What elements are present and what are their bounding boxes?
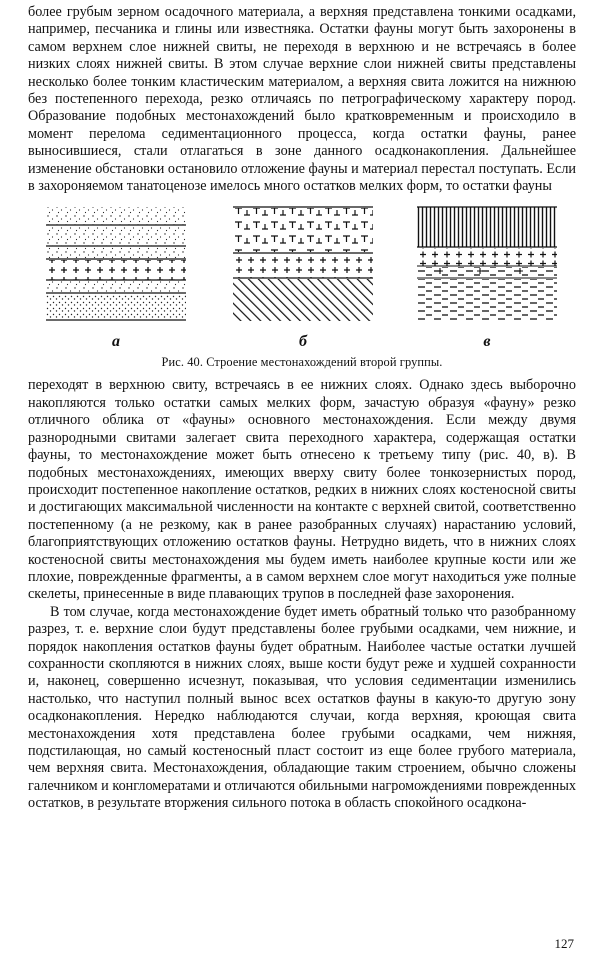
paragraph-2: переходят в верхнюю свиту, встречаясь в ее нижних слоях. Однако здесь выборочно накопляются только остатки самых мелких форм, зачастую образуя «фауну» резко отличного облика от «фауны» основного местонахождения. Если между двумя разнородными свитами залегает свита переходного характера, содержащая остатки фауны, то местонахождение может быть отнесено к третьему типу (рис. 40, в). В подобных местонахождениях, имеющих вверху свиту более тонкозернистых пород, происходит постепенное накопление остатков, редких в нижних слоях костеносной свиты и достигающих максимальной численности на контакте с верхней свитой, соответственно постепенному (а не резкому, как в ранее разобранных случаях) нарастанию условий, благоприятствующих отложению остатков фауны. Нетрудно видеть, что в нижних слоях костеносной свиты местонахождения мы будем иметь наиболее крупные кости или же плохие, поврежденные фрагменты, а в самом верхнем слое могут находиться уже полные скелеты, принесенные в виде плавающих трупов в последней фазе захоронения. bbox=[28, 377, 576, 603]
figure-panel-b bbox=[233, 205, 373, 351]
paragraph-3: В том случае, когда местонахождение будет иметь обратный только что разобранному разрез, т. е. верхние слои будут представлены более грубыми осадками, чем нижние, и порядок накопления остатков фауны будет обратным. Наиболее частые остатки лучшей сохранности скопляются в нижних слоях, выше кости будут реже и худшей сохранности и, наконец, совершенно исчезнут, показывая, что условия седиментации изменились настолько, что наступил полный вынос всех остатков фауны в какую-то другую зону осадконакопления. Нередко наблюдаются случаи, когда верхняя, кроющая свита местонахождения хотя представлена более грубыми осадками, чем нижняя, подстилающая, но самый костеносный пласт состоит из еще более грубого материала, чем верхняя свита. Местонахождения, обладающие таким строением, обычно сложены галечником и конгломератами и отличаются обильными нагромождениями поврежденных остатков, в результате вторжения сильного потока в область спокойного осадкона- bbox=[28, 603, 576, 812]
figure-panel-a bbox=[46, 205, 186, 351]
section-a-diagram bbox=[46, 205, 186, 329]
panel-label-b: б bbox=[299, 333, 307, 351]
figure-caption: Рис. 40. Строение местонахождений второй группы. bbox=[161, 355, 443, 370]
paragraph-1: более грубым зерном осадочного материала, а верхняя представлена тонкими осадками, например, песчаника и глины или известняка. Остатки фауны могут быть захоронены в самом верхнем слое нижней свиты, не переходя в верхнюю и не встречаясь в более низких слоях нижней свиты. В этом случае верхние слои нижней свиты представлены несколько более тонким кластическим материалом, а верхняя свита ложится на нижнюю без постепенного перехода, резко отличаясь по петрографическому характеру пород. Образование подобных местонахождений было кратковременным и происходило в момент перелома седиментационного процесса, когда остатки фауны, ранее выносившиеся, стали отлагаться в зоне данного осадконакопления. Дальнейшее изменение обстановки остановило отложение фауны и материал перестал поступать. Если в захороняемом танатоценозе имелось много остатков мелких форм, то остатки фауны bbox=[28, 4, 576, 195]
figure-panel-v bbox=[417, 205, 557, 351]
section-v-diagram bbox=[417, 205, 557, 329]
panel-label-v: в bbox=[483, 333, 491, 351]
figure-40 bbox=[28, 205, 576, 370]
page-number: 127 bbox=[554, 936, 574, 951]
section-b-diagram bbox=[233, 205, 373, 329]
page-content bbox=[28, 4, 576, 813]
panel-label-a: а bbox=[112, 333, 120, 351]
